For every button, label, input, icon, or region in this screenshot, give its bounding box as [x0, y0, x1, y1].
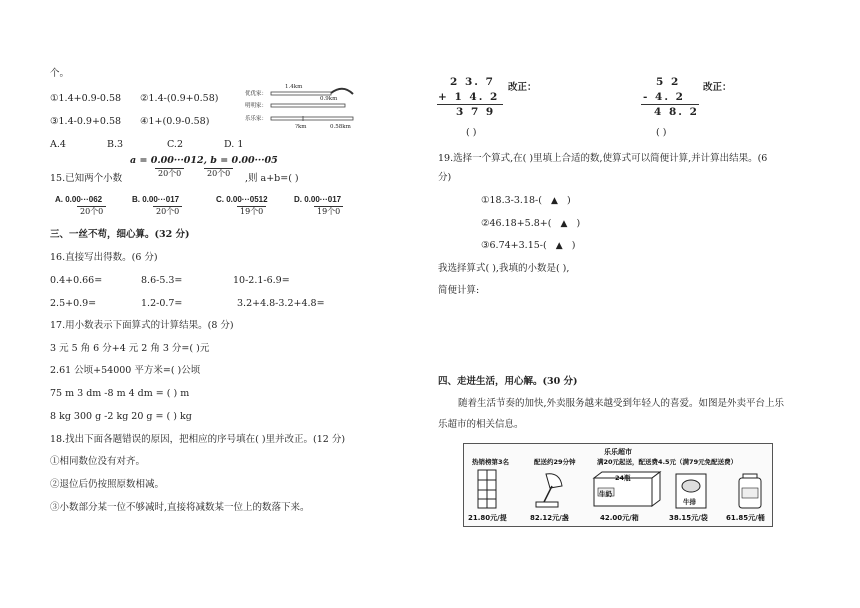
calc2-line2: - 4. 2 [643, 91, 685, 103]
diagram-lines [245, 80, 357, 132]
diagram-row1: 优优家： [245, 91, 268, 97]
box-count-label: 24瓶 [615, 474, 631, 482]
shop-name: 乐乐超市 [604, 448, 632, 456]
reason-1: ①相同数位没有对齐。 [50, 456, 146, 467]
section-3-title: 三、一丝不苟，细心算。(32 分) [50, 229, 190, 240]
calc1-line2: + 1 4. 2 [438, 91, 500, 103]
q15-a-def: a = 0.00···012, b = 0.00···05 [130, 155, 278, 166]
triangle-icon: ▲ [551, 196, 558, 206]
q15-choice-a: A. 0.00···062 [55, 195, 103, 204]
q16-r2-c1: 2.5+0.9= [50, 298, 97, 309]
q16-r1-c3: 10-2.1-6.9= [233, 275, 290, 286]
calc2-line3: 4 8. 2 [654, 106, 699, 118]
shop-delivery-fee: 满20元起送，配送费4.5元（满79元免配送费） [597, 458, 738, 466]
q15-a-sub: 20个0 [77, 206, 106, 218]
option-3: ③1.4-0.9+0.58 [50, 116, 122, 127]
calc1-rule [437, 104, 503, 105]
calc2-paren: ( ) [656, 127, 667, 138]
diagram-d2: 0.9km [320, 96, 338, 102]
diagram-d1: 1.4km [285, 84, 303, 90]
q15-b-sub: 20个0 [153, 206, 182, 218]
q15-d-sub: 19个0 [314, 206, 343, 218]
section-4-title: 四、走进生活，用心解。(30 分) [438, 376, 578, 387]
choice-c: C.2 [167, 139, 183, 150]
q19-title: 19.选择一个算式,在( )里填上合适的数,使算式可以简便计算,并计算出结果。(6 [438, 153, 768, 164]
expr-3: ③6.74+3.15-( ▲ ) [481, 240, 576, 251]
calc1-line3: 3 7 9 [456, 106, 496, 118]
calc1-paren: ( ) [466, 127, 477, 138]
q15-c-sub: 19个0 [237, 206, 266, 218]
text-fragment: 个。 [50, 68, 70, 79]
supermarket-info-panel [463, 443, 773, 527]
diagram-row2: 明明家： [245, 103, 268, 109]
option-4: ④1+(0.9-0.58) [140, 116, 210, 127]
calc2-rule [641, 104, 699, 105]
reason-3: ③小数部分某一位不够减时,直接将减数某一位上的数落下来。 [50, 502, 310, 513]
q19-title-cont: 分) [438, 172, 452, 183]
simple-calc-label: 简便计算: [438, 285, 480, 296]
distance-diagram [245, 80, 357, 132]
reason-2: ②退位后仍按照原数相减。 [50, 479, 165, 490]
intro-line-2: 乐超市的相关信息。 [438, 419, 524, 430]
steak-label: 牛排 [683, 498, 696, 506]
q17-b: 2.61 公顷+54000 平方米=( )公顷 [50, 365, 201, 376]
diagram-d3: ?km [295, 124, 307, 130]
q18-title: 18.找出下面各题错误的原因，把相应的序号填在( )里并改正。(12 分) [50, 434, 346, 445]
shop-delivery-time: 配送约29分钟 [534, 458, 576, 466]
q15-choice-c: C. 0.00···0512 [216, 195, 268, 204]
shop-rank: 热销榜第3名 [472, 458, 510, 466]
triangle-icon: ▲ [555, 241, 563, 251]
choice-d: D. 1 [224, 139, 244, 150]
q17-title: 17.用小数表示下面算式的计算结果。(8 分) [50, 320, 234, 331]
calc2-line1: 5 2 [656, 76, 681, 88]
price-3: 42.00元/箱 [600, 514, 639, 522]
milk-label: 牛奶 [599, 490, 612, 498]
diagram-row3: 乐乐家： [245, 116, 268, 122]
q16-r2-c3: 3.2+4.8-3.2+4.8= [237, 298, 325, 309]
expr-2: ②46.18+5.8+( ▲ ) [481, 218, 581, 229]
q15-choice-d: D. 0.00···017 [294, 195, 342, 204]
q15-text2: ,则 a+b=( ) [245, 173, 299, 184]
q17-d: 8 kg 300 g -2 kg 20 g = ( ) kg [50, 411, 192, 422]
triangle-icon: ▲ [560, 219, 568, 229]
q15-text: 15.已知两个小数 [50, 173, 123, 184]
price-5: 61.85元/桶 [726, 514, 765, 522]
price-2: 82.12元/盏 [530, 514, 569, 522]
intro-line-1: 随着生活节奏的加快,外卖服务越来越受到年轻人的喜爱。如图是外卖平台上乐 [458, 398, 785, 409]
q15-b-zeros: 20个0 [204, 168, 233, 180]
q17-a: 3 元 5 角 6 分+4 元 2 角 3 分=( )元 [50, 343, 210, 354]
calc2-fix-label: 改正： [703, 82, 732, 93]
q16-r1-c1: 0.4+0.66= [50, 275, 103, 286]
option-2: ②1.4-(0.9+0.58) [140, 93, 219, 104]
q15-a-zeros: 20个0 [155, 168, 184, 180]
price-1: 21.80元/提 [468, 514, 507, 522]
choose-line: 我选择算式( ),我填的小数是( ), [438, 263, 570, 274]
price-4: 38.15元/袋 [669, 514, 708, 522]
q16-r1-c2: 8.6-5.3= [141, 275, 183, 286]
diagram-d4: 0.58km [330, 124, 351, 130]
choice-a: A.4 [50, 139, 66, 150]
option-1: ①1.4+0.9-0.58 [50, 93, 122, 104]
calc1-line1: 2 3. 7 [450, 76, 495, 88]
q16-r2-c2: 1.2-0.7= [141, 298, 183, 309]
expr-1: ①18.3-3.18-( ▲ ) [481, 195, 571, 206]
q16-title: 16.直接写出得数。(6 分) [50, 252, 158, 263]
q17-c: 75 m 3 dm -8 m 4 dm = ( ) m [50, 388, 190, 399]
q15-choice-b: B. 0.00···017 [132, 195, 180, 204]
choice-b: B.3 [107, 139, 124, 150]
calc1-fix-label: 改正： [508, 82, 537, 93]
